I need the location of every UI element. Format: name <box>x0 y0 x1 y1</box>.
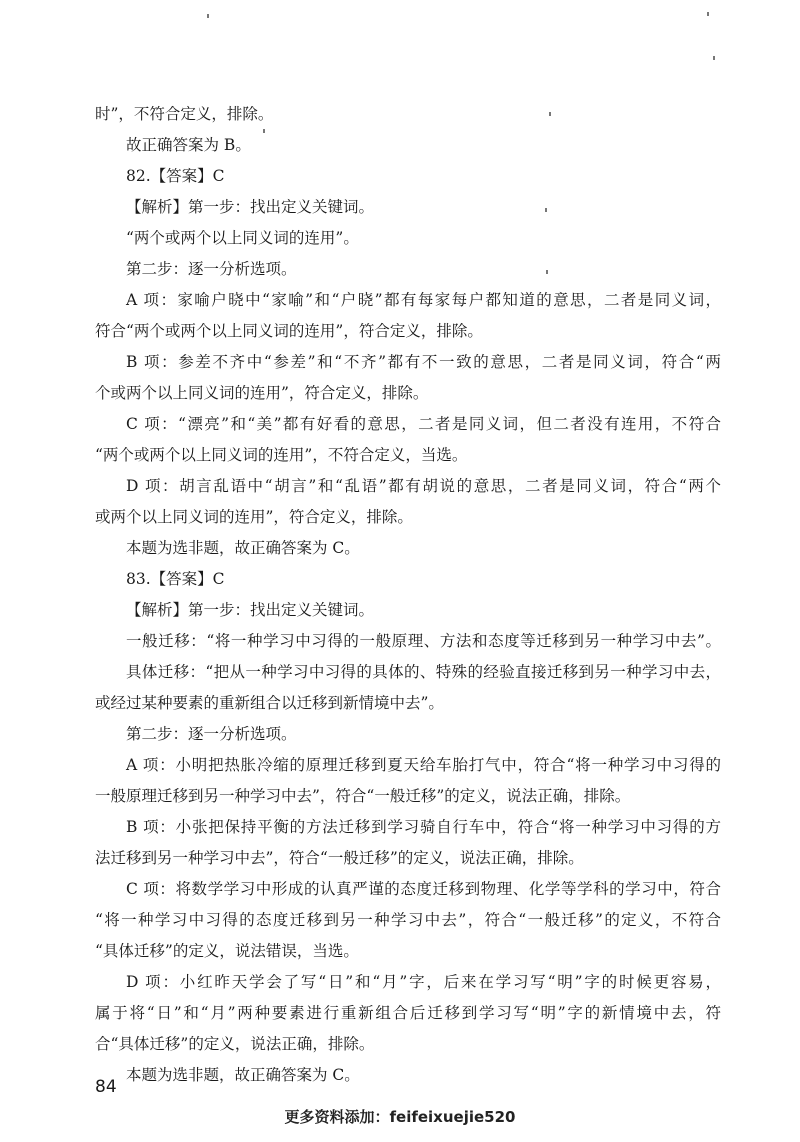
body-text-line: “具体迁移”的定义，说法错误，当选。 <box>95 942 359 960</box>
analysis-heading-82: 【解析】第一步：找出定义关键词。 <box>126 198 375 216</box>
page-number: 84 <box>95 1077 117 1097</box>
scan-speck <box>707 12 709 16</box>
body-text-line: “将一种学习中习得的态度迁移到另一种学习中去”，符合“一般迁移”的定义，不符合 <box>95 911 721 929</box>
body-text-line: D 项：胡言乱语中“胡言”和“乱语”都有胡说的意思，二者是同义词，符合“两个 <box>126 477 721 495</box>
body-text-line: “两个或两个以上同义词的连用”，不符合定义，当选。 <box>95 446 468 464</box>
body-text-line: 或两个以上同义词的连用”，符合定义，排除。 <box>95 508 413 526</box>
body-text-line: 个或两个以上同义词的连用”，符合定义，排除。 <box>95 384 429 402</box>
body-text-line: A 项：家喻户晓中“家喻”和“户晓”都有每家每户都知道的意思，二者是同义词， <box>126 291 721 309</box>
scan-speck <box>713 56 715 60</box>
body-text-line: 一般迁移：“将一种学习中习得的一般原理、方法和态度等迁移到另一种学习中去”。 <box>126 632 721 650</box>
scan-speck <box>207 14 209 18</box>
footer-watermark: 更多资料添加：feifeixuejie520 <box>284 1108 516 1126</box>
body-text-line: 法迁移到另一种学习中去”，符合“一般迁移”的定义，说法正确，排除。 <box>95 849 584 867</box>
body-text-line: 属于将“日”和“月”两种要素进行重新组合后迁移到学习写“明”字的新情境中去，符 <box>95 1004 721 1022</box>
page-body <box>95 104 721 1096</box>
body-text-line: 第二步：逐一分析选项。 <box>126 260 297 278</box>
body-text-line: D 项：小红昨天学会了写“日”和“月”字，后来在学习写“明”字的时候更容易， <box>126 973 721 991</box>
body-text-line: 本题为选非题，故正确答案为 C。 <box>126 539 360 557</box>
answer-heading-83: 83.【答案】C <box>126 570 225 588</box>
body-text-line: B 项：小张把保持平衡的方法迁移到学习骑自行车中，符合“将一种学习中习得的方 <box>126 818 721 836</box>
body-text-line: C 项：“漂亮”和“美”都有好看的意思，二者是同义词，但二者没有连用，不符合 <box>126 415 721 433</box>
body-text-line: 故正确答案为 B。 <box>126 136 251 154</box>
analysis-heading-83: 【解析】第一步：找出定义关键词。 <box>126 601 375 619</box>
body-text-line: 时”，不符合定义，排除。 <box>95 105 274 123</box>
answer-heading-82: 82.【答案】C <box>126 167 225 185</box>
body-text-line: C 项：将数学学习中形成的认真严谨的态度迁移到物理、化学等学科的学习中，符合 <box>126 880 721 898</box>
body-text-line: 符合“两个或两个以上同义词的连用”，符合定义，排除。 <box>95 322 483 340</box>
body-text-line: 或经过某种要素的重新组合以迁移到新情境中去”。 <box>95 694 444 712</box>
body-text-line: 第二步：逐一分析选项。 <box>126 725 297 743</box>
body-text-line: “两个或两个以上同义词的连用”。 <box>126 229 359 247</box>
body-text-line: 合“具体迁移”的定义，说法正确，排除。 <box>95 1035 375 1053</box>
body-text-line: B 项：参差不齐中“参差”和“不齐”都有不一致的意思，二者是同义词，符合“两 <box>126 353 721 371</box>
body-text-line: 本题为选非题，故正确答案为 C。 <box>126 1066 360 1084</box>
body-text-line: A 项：小明把热胀冷缩的原理迁移到夏天给车胎打气中，符合“将一种学习中习得的 <box>126 756 721 774</box>
body-text-line: 一般原理迁移到另一种学习中去”，符合“一般迁移”的定义，说法正确，排除。 <box>95 787 631 805</box>
body-text-line: 具体迁移：“把从一种学习中习得的具体的、特殊的经验直接迁移到另一种学习中去， <box>126 663 721 681</box>
